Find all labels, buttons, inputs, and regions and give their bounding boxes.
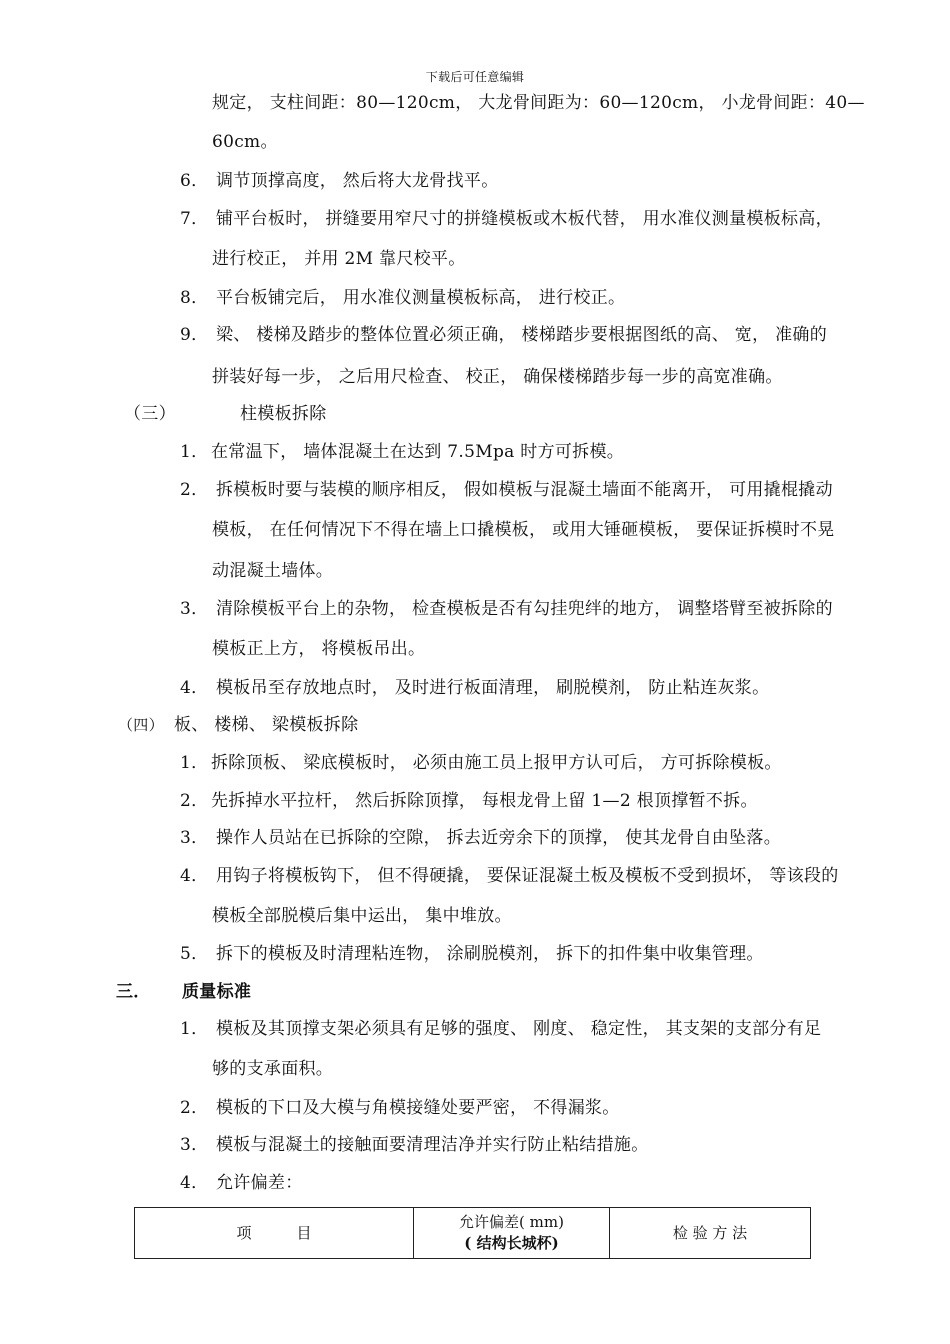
list-number: 5． — [180, 944, 209, 964]
list-item-7 — [180, 208, 833, 230]
list-text: 用钩子将模板钩下， 但不得硬撬， 要保证混凝土板及模板不受到损坏， 等该段的 — [216, 866, 839, 886]
list-number: 2． — [180, 480, 209, 500]
paragraph-line: 够的支承面积。 — [212, 1059, 334, 1079]
section-marker: 三． — [116, 982, 151, 1002]
list-number: 8． — [180, 288, 209, 308]
page-header: 下载后可任意编辑 — [425, 70, 525, 84]
list-text: 模板及其顶撑支架必须具有足够的强度、 刚度、 稳定性， 其支架的支部分有足 — [216, 1019, 822, 1039]
list-text: 先拆掉水平拉杆， 然后拆除顶撑， 每根龙骨上留 1—2 根顶撑暂不拆。 — [211, 791, 758, 811]
paragraph-line: 模板全部脱模后集中运出， 集中堆放。 — [212, 906, 512, 926]
list-item-3 — [180, 598, 833, 620]
list-item-2 — [180, 790, 758, 812]
section-heading-3-title: 柱模板拆除 — [240, 404, 327, 424]
section-title: 板、 楼梯、 梁模板拆除 — [174, 715, 359, 735]
section-heading-3-marker: （三） — [124, 404, 176, 424]
list-number: 1． — [180, 1019, 209, 1039]
section-heading-4 — [118, 714, 358, 736]
list-number: 2． — [180, 1098, 209, 1118]
list-number: 1． — [180, 442, 209, 462]
list-item-6 — [180, 170, 499, 192]
list-number: 7． — [180, 209, 209, 229]
list-item-4 — [180, 1172, 303, 1194]
list-number: 1． — [180, 753, 209, 773]
list-item-5 — [180, 943, 764, 965]
list-item-9 — [180, 324, 827, 346]
paragraph-line: 进行校正， 并用 2M 靠尺校平。 — [212, 249, 466, 269]
list-item-2 — [180, 1097, 620, 1119]
list-number: 4． — [180, 866, 209, 886]
list-text: 操作人员站在已拆除的空隙， 拆去近旁余下的顶撑， 使其龙骨自由坠落。 — [216, 828, 782, 848]
table-header-tolerance — [414, 1208, 610, 1259]
list-number: 2． — [180, 791, 209, 811]
table-header-method: 检 验 方 法 — [610, 1208, 811, 1259]
list-number: 3． — [180, 828, 209, 848]
paragraph-line: 60cm。 — [212, 132, 278, 152]
list-text: 模板的下口及大模与角模接缝处要严密， 不得漏浆。 — [216, 1098, 620, 1118]
list-item-8 — [180, 287, 625, 309]
tolerance-table — [134, 1207, 811, 1259]
section-title: 质量标准 — [182, 982, 252, 1002]
list-number: 4． — [180, 678, 209, 698]
list-item-4 — [180, 677, 769, 699]
list-number: 4． — [180, 1173, 209, 1193]
list-text: 模板吊至存放地点时， 及时进行板面清理， 刷脱模剂， 防止粘连灰浆。 — [216, 678, 770, 698]
list-number: 9． — [180, 325, 209, 345]
list-item-1 — [180, 441, 624, 463]
tolerance-standard-label: ( 结构长城杯) — [464, 1234, 559, 1252]
list-text: 模板与混凝土的接触面要清理洁净并实行防止粘结措施。 — [216, 1135, 649, 1155]
list-text: 拆下的模板及时清理粘连物， 涂刷脱模剂， 拆下的扣件集中收集管理。 — [216, 944, 764, 964]
list-text: 梁、 楼梯及踏步的整体位置必须正确， 楼梯踏步要根据图纸的高、 宽， 准确的 — [216, 325, 828, 345]
list-text: 拆模板时要与装模的顺序相反， 假如模板与混凝土墙面不能离开， 可用撬棍撬动 — [216, 480, 833, 500]
list-text: 允许偏差： — [216, 1173, 303, 1193]
list-item-3 — [180, 1134, 649, 1156]
list-item-3 — [180, 827, 781, 849]
list-number: 3． — [180, 1135, 209, 1155]
paragraph-line: 规定， 支柱间距：80—120cm， 大龙骨间距为：60—120cm， 小龙骨间距：40— — [212, 93, 865, 113]
list-text: 调节顶撑高度， 然后将大龙骨找平。 — [216, 171, 499, 191]
section-marker: （四） — [118, 716, 164, 734]
list-item-1 — [180, 1018, 821, 1040]
paragraph-line: 拼装好每一步， 之后用尺检查、 校正， 确保楼梯踏步每一步的高宽准确。 — [212, 367, 783, 387]
list-text: 清除模板平台上的杂物， 检查模板是否有勾挂兜绊的地方， 调整塔臂至被拆除的 — [216, 599, 833, 619]
list-item-2 — [180, 479, 833, 501]
section-heading-quality — [116, 981, 251, 1003]
list-item-4 — [180, 865, 839, 887]
list-text: 平台板铺完后， 用水准仪测量模板标高， 进行校正。 — [216, 288, 626, 308]
paragraph-line: 模板， 在任何情况下不得在墙上口撬模板， 或用大锤砸模板， 要保证拆模时不晃 — [212, 520, 835, 540]
table-header-item: 项 目 — [135, 1208, 414, 1259]
paragraph-line: 模板正上方， 将模板吊出。 — [212, 639, 426, 659]
list-text: 铺平台板时， 拼缝要用窄尺寸的拼缝模板或木板代替， 用水准仪测量模板标高， — [216, 209, 833, 229]
table-header-row — [135, 1208, 811, 1259]
paragraph-line: 动混凝土墙体。 — [212, 561, 334, 581]
list-number: 6． — [180, 171, 209, 191]
list-number: 3． — [180, 599, 209, 619]
tolerance-unit-label: 允许偏差( mm) — [459, 1213, 564, 1231]
list-item-1 — [180, 752, 782, 774]
list-text: 拆除顶板、 梁底模板时， 必须由施工员上报甲方认可后， 方可拆除模板。 — [211, 753, 782, 773]
list-text: 在常温下， 墙体混凝土在达到 7.5Mpa 时方可拆模。 — [211, 442, 625, 462]
